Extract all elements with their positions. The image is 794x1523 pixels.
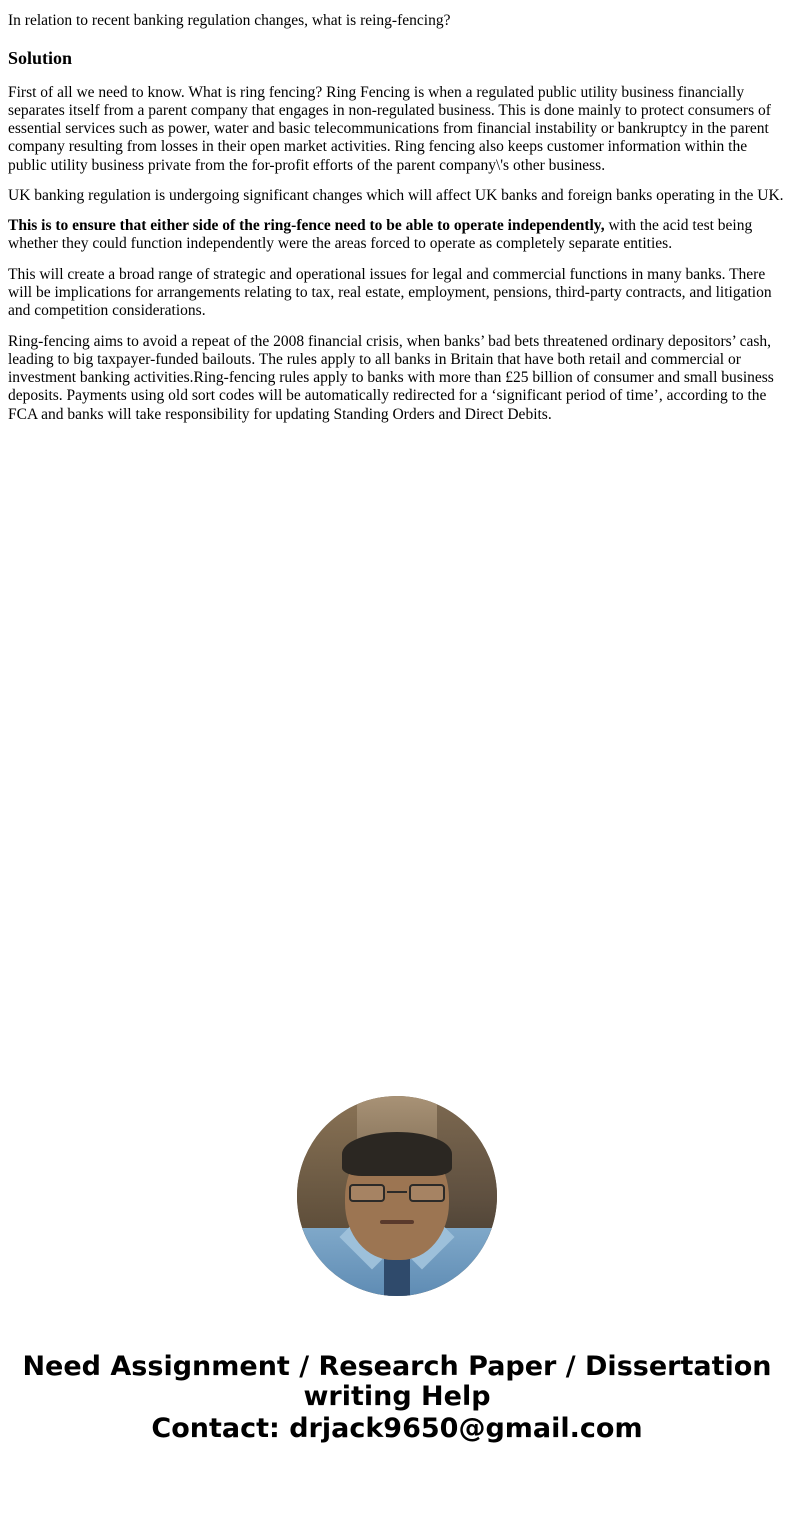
question-text: In relation to recent banking regulation changes, what is reing-fencing? [8,12,451,29]
emphasis-rest: with the acid test being whether they could function independently were the areas forced to operate as completely separate entities. [8,217,753,253]
body-paragraph-4: This will create a broad range of strategic and operational issues for legal and commercial functions in many banks. There will be implications for arrangements relating to tax, real estate, employment, pensions, third-party contracts, and litigation and competition considerations. [8,265,772,320]
page-title: Solution [8,48,73,69]
body-paragraph-5: Ring-fencing aims to avoid a repeat of the 2008 financial crisis, when banks’ bad bets threatened ordinary depositors’ cash, leading to big taxpayer-funded bailouts. The rules apply to all banks in Britain that have both retail and commercial or investment banking activities.Ring-fencing rules apply to banks with more than £25 billion of consumer and small business deposits. Payments using old sort codes will be automatically redirected for a ‘significant period of time’, according to the FCA and banks will take responsibility for updating Standing Orders and Direct Debits. [8,332,774,423]
avatar [297,1096,497,1296]
portrait-container [8,1096,786,1296]
body-paragraph-3 [8,217,786,254]
emphasis-lead: This is to ensure that either side of the ring-fence need to be able to operate independently, [8,217,605,235]
hair-shape [342,1132,452,1176]
footer-banner [8,1352,786,1469]
glasses-icon [347,1184,447,1202]
body-paragraph-2: UK banking regulation is undergoing significant changes which will affect UK banks and foreign banks operating in the UK. [8,186,784,204]
footer-contact: Contact: drjack9650@gmail.com [151,1413,643,1445]
footer-line-2: writing Help [303,1381,491,1413]
glasses-lens-left [349,1184,385,1202]
body-paragraph-1: First of all we need to know. What is ring fencing? Ring Fencing is when a regulated public utility business financially separates itself from a parent company that engages in non-regulated business. This is done mainly to protect consumers of essential services such as power, water and basic telecommunications from financial instability or bankruptcy in the parent company resulting from losses in their open market activities. Ring fencing also keeps customer information within the public utility business private from the for-profit efforts of the parent company\'s other business. [8,83,771,174]
mouth-shape [380,1220,414,1224]
glasses-lens-right [409,1184,445,1202]
glasses-bridge [387,1191,407,1193]
footer-line-1: Need Assignment / Research Paper / Dissertation [22,1351,772,1383]
blank-space [8,436,786,1096]
